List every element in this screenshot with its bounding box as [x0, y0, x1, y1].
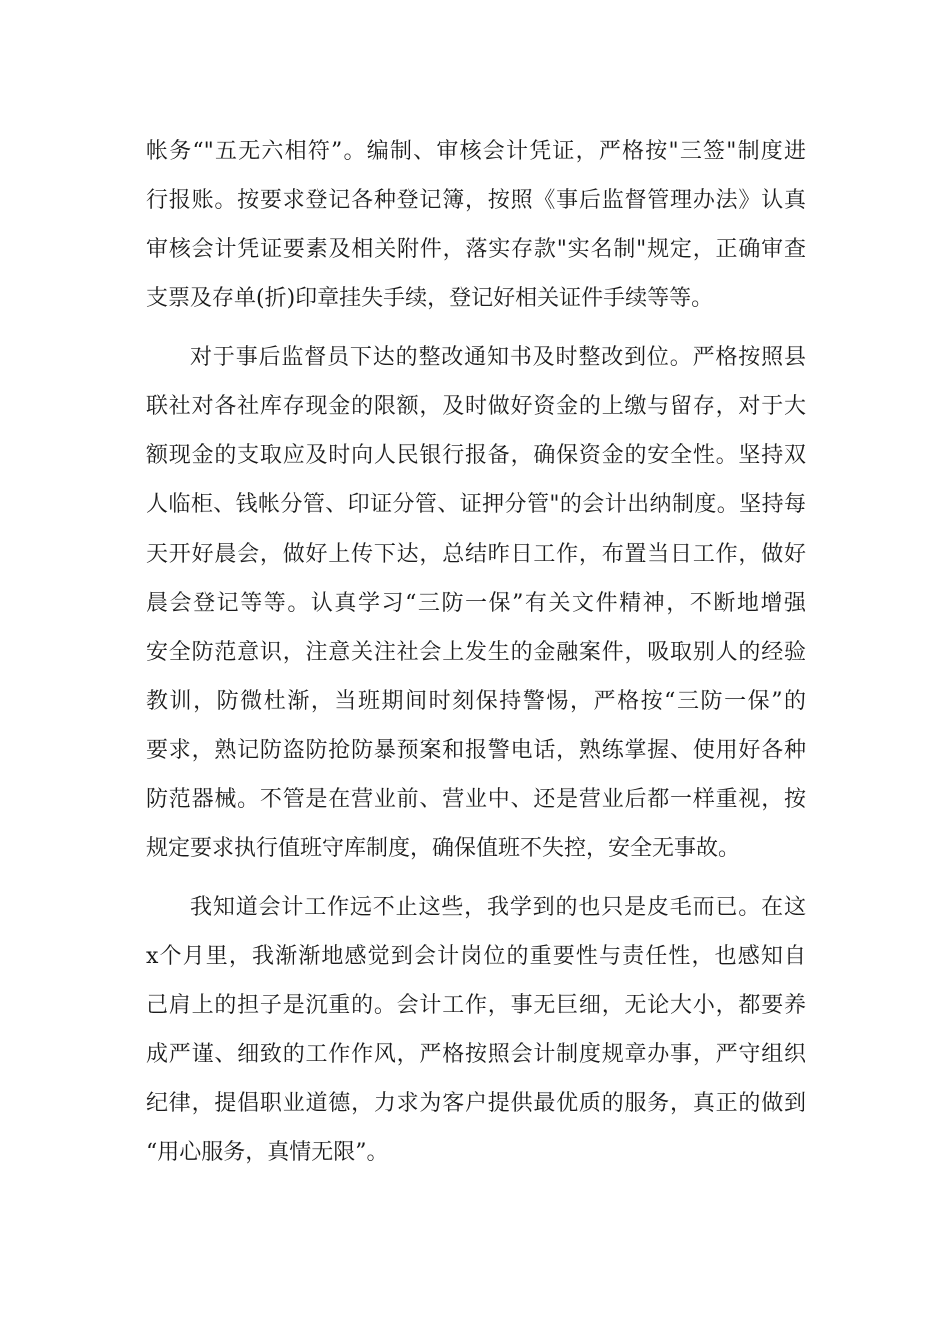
paragraph-line: 额现金的支取应及时向人民银行报备，确保资金的安全性。坚持双: [146, 443, 806, 468]
paragraph-line: 防范器械。不管是在营业前、营业中、还是营业后都一样重视，按: [146, 787, 806, 812]
paragraph-line: 行报账。按要求登记各种登记簿，按照《事后监督管理办法》认真: [146, 188, 806, 213]
paragraph-line: 成严谨、细致的工作作风，严格按照会计制度规章办事，严守组织: [146, 1042, 806, 1067]
paragraph-line: x个月里，我渐渐地感觉到会计岗位的重要性与责任性，也感知自: [146, 944, 806, 969]
paragraph-line: 天开好晨会，做好上传下达，总结昨日工作，布置当日工作，做好: [146, 542, 806, 567]
paragraph-line: 对于事后监督员下达的整改通知书及时整改到位。严格按照县: [190, 345, 806, 370]
paragraph-line: 要求，熟记防盗防抢防暴预案和报警电话，熟练掌握、使用好各种: [146, 738, 806, 763]
paragraph-line: 人临柜、钱帐分管、印证分管、证押分管"的会计出纳制度。坚持每: [146, 492, 806, 517]
paragraph-line: 我知道会计工作远不止这些，我学到的也只是皮毛而已。在这: [190, 895, 806, 920]
paragraph-line: 晨会登记等等。认真学习“三防一保”有关文件精神，不断地增强: [146, 591, 806, 616]
paragraph-line: 支票及存单(折)印章挂失手续，登记好相关证件手续等等。: [146, 286, 714, 311]
paragraph-line: 教训，防微杜渐，当班期间时刻保持警惕，严格按“三防一保”的: [146, 689, 806, 714]
paragraph-line: 联社对各社库存现金的限额，及时做好资金的上缴与留存，对于大: [146, 394, 806, 419]
paragraph-line: 己肩上的担子是沉重的。会计工作，事无巨细，无论大小，都要养: [146, 993, 806, 1018]
paragraph-line: 规定要求执行值班守库制度，确保值班不失控，安全无事故。: [146, 836, 741, 861]
paragraph-line: 安全防范意识，注意关注社会上发生的金融案件，吸取别人的经验: [146, 640, 806, 665]
paragraph-line: 帐务“"五无六相符”。编制、审核会计凭证，严格按"三签"制度进: [146, 139, 806, 164]
paragraph-line: 审核会计凭证要素及相关附件，落实存款"实名制"规定，正确审查: [146, 237, 806, 262]
paragraph-line: “用心服务，真情无限”。: [146, 1140, 389, 1165]
paragraph-line: 纪律，提倡职业道德，力求为客户提供最优质的服务，真正的做到: [146, 1091, 806, 1116]
